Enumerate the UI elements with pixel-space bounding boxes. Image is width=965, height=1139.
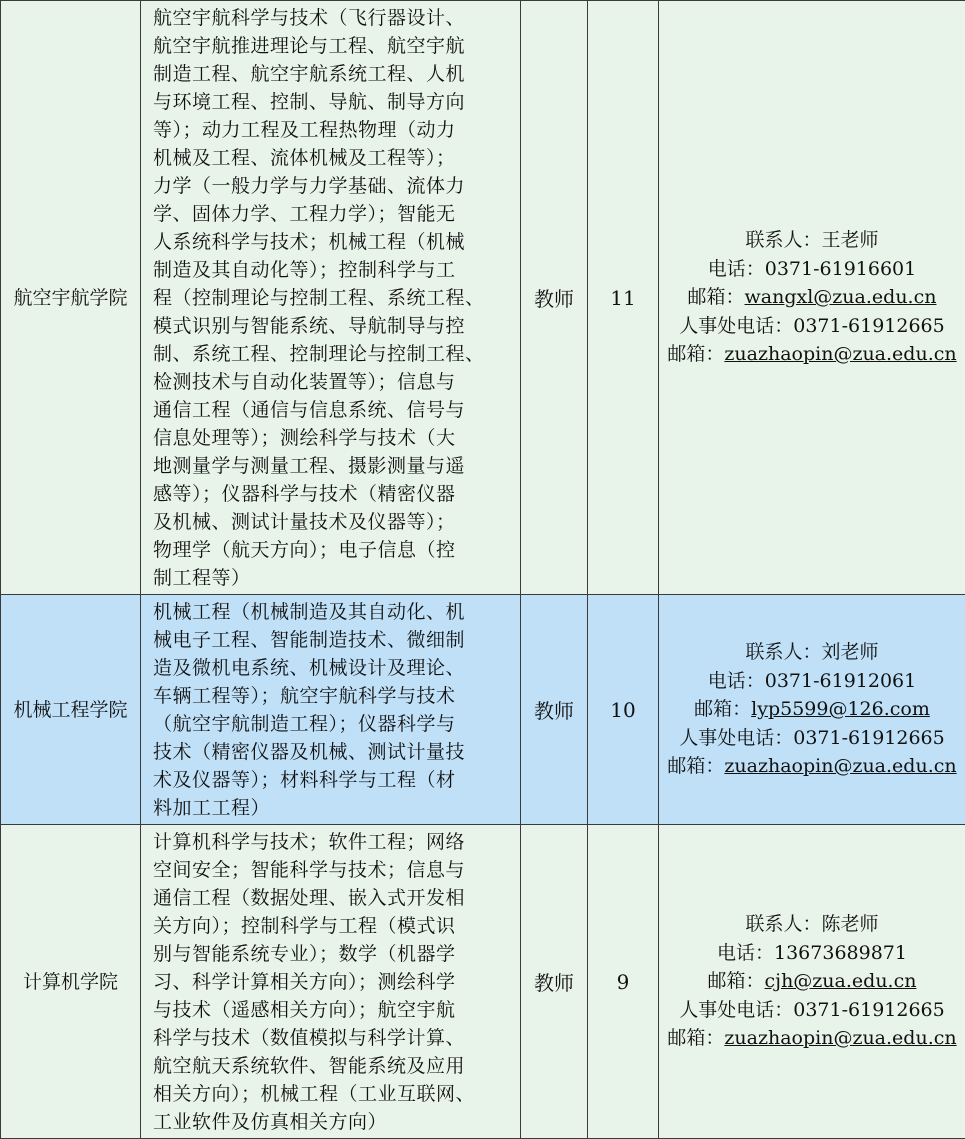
email-label: 邮箱： [708, 970, 765, 992]
contact-person: 联系人：刘老师 [665, 638, 959, 667]
count-cell: 11 [588, 1, 659, 595]
college-cell: 机械工程学院 [1, 595, 141, 825]
post-cell: 教师 [521, 825, 588, 1139]
email-label: 邮箱： [667, 343, 724, 365]
hr-email-link[interactable]: zuazhaopin@zua.edu.cn [724, 343, 956, 365]
table-row [1, 1, 965, 595]
contact-email-link[interactable]: wangxl@zua.edu.cn [745, 286, 937, 308]
count-cell: 10 [588, 595, 659, 825]
email-label: 邮箱： [667, 755, 724, 777]
contact-person: 联系人：陈老师 [665, 910, 959, 939]
contact-email-link[interactable]: lyp5599@126.com [751, 698, 930, 720]
table-row [1, 825, 965, 1139]
hr-phone: 人事处电话：0371-61912665 [665, 312, 959, 341]
hr-email-line [665, 1024, 959, 1053]
contact-cell [659, 1, 965, 595]
email-label: 邮箱： [694, 698, 751, 720]
contact-person: 联系人：王老师 [665, 226, 959, 255]
hr-email-line [665, 752, 959, 781]
contact-email-line [665, 283, 959, 312]
majors-cell: 航空宇航科学与技术（飞行器设计、 航空宇航推进理论与工程、航空宇航 制造工程、航空宇航系统工程、人机 与环境工程、控制、导航、制导方向 等）；动力工程及工程热物理（动力 机械及工程、流体机械及工程等）； 力学（一般力学与力学基础、流体力 学、固体力学、工程力学）；智能无 人系统科学与技术；机械工程（机械 制造及其自动化等）；控制科学与工 程（控制理论与控制工程、系统工程、 模式识别与智能系统、导航制导与控 制、系统工程、控制理论与控制工程、 检测技术与自动化装置等）；信息与 通信工程（通信与信息系统、信号与 信息处理等）；测绘科学与技术（大 地测量学与测量工程、摄影测量与遥 感等）；仪器科学与技术（精密仪器 及机械、测试计量技术及仪器等）； 物理学（航天方向）；电子信息（控 制工程等） [141, 1, 521, 595]
contact-cell [659, 595, 965, 825]
majors-cell: 机械工程（机械制造及其自动化、机 械电子工程、智能制造技术、微细制 造及微机电系统、机械设计及理论、 车辆工程等）；航空宇航科学与技术 （航空宇航制造工程）；仪器科学与 技术（精密仪器及机械、测试计量技 术及仪器等）；材料科学与工程（材 料加工工程） [141, 595, 521, 825]
contact-phone: 电话：0371-61916601 [665, 255, 959, 284]
post-cell: 教师 [521, 1, 588, 595]
email-label: 邮箱： [667, 1027, 724, 1049]
college-cell: 航空宇航学院 [1, 1, 141, 595]
count-cell: 9 [588, 825, 659, 1139]
hr-email-link[interactable]: zuazhaopin@zua.edu.cn [724, 755, 956, 777]
hr-email-line [665, 340, 959, 369]
college-cell: 计算机学院 [1, 825, 141, 1139]
contact-phone: 电话：0371-61912061 [665, 667, 959, 696]
table-row [1, 595, 965, 825]
contact-email-line [665, 967, 959, 996]
hr-phone: 人事处电话：0371-61912665 [665, 724, 959, 753]
hr-email-link[interactable]: zuazhaopin@zua.edu.cn [724, 1027, 956, 1049]
email-label: 邮箱： [688, 286, 745, 308]
hr-phone: 人事处电话：0371-61912665 [665, 996, 959, 1025]
post-cell: 教师 [521, 595, 588, 825]
contact-phone: 电话：13673689871 [665, 939, 959, 968]
contact-email-link[interactable]: cjh@zua.edu.cn [765, 970, 917, 992]
majors-cell: 计算机科学与技术；软件工程；网络 空间安全；智能科学与技术；信息与 通信工程（数据处理、嵌入式开发相 关方向）；控制科学与工程（模式识 别与智能系统专业）；数学（机器学 习、科学计算相关方向）；测绘科学 与技术（遥感相关方向）；航空宇航 科学与技术（数值模拟与科学计算、 航空航天系统软件、智能系统及应用 相关方向）；机械工程（工业互联网、 工业软件及仿真相关方向） [141, 825, 521, 1139]
contact-cell [659, 825, 965, 1139]
contact-email-line [665, 695, 959, 724]
